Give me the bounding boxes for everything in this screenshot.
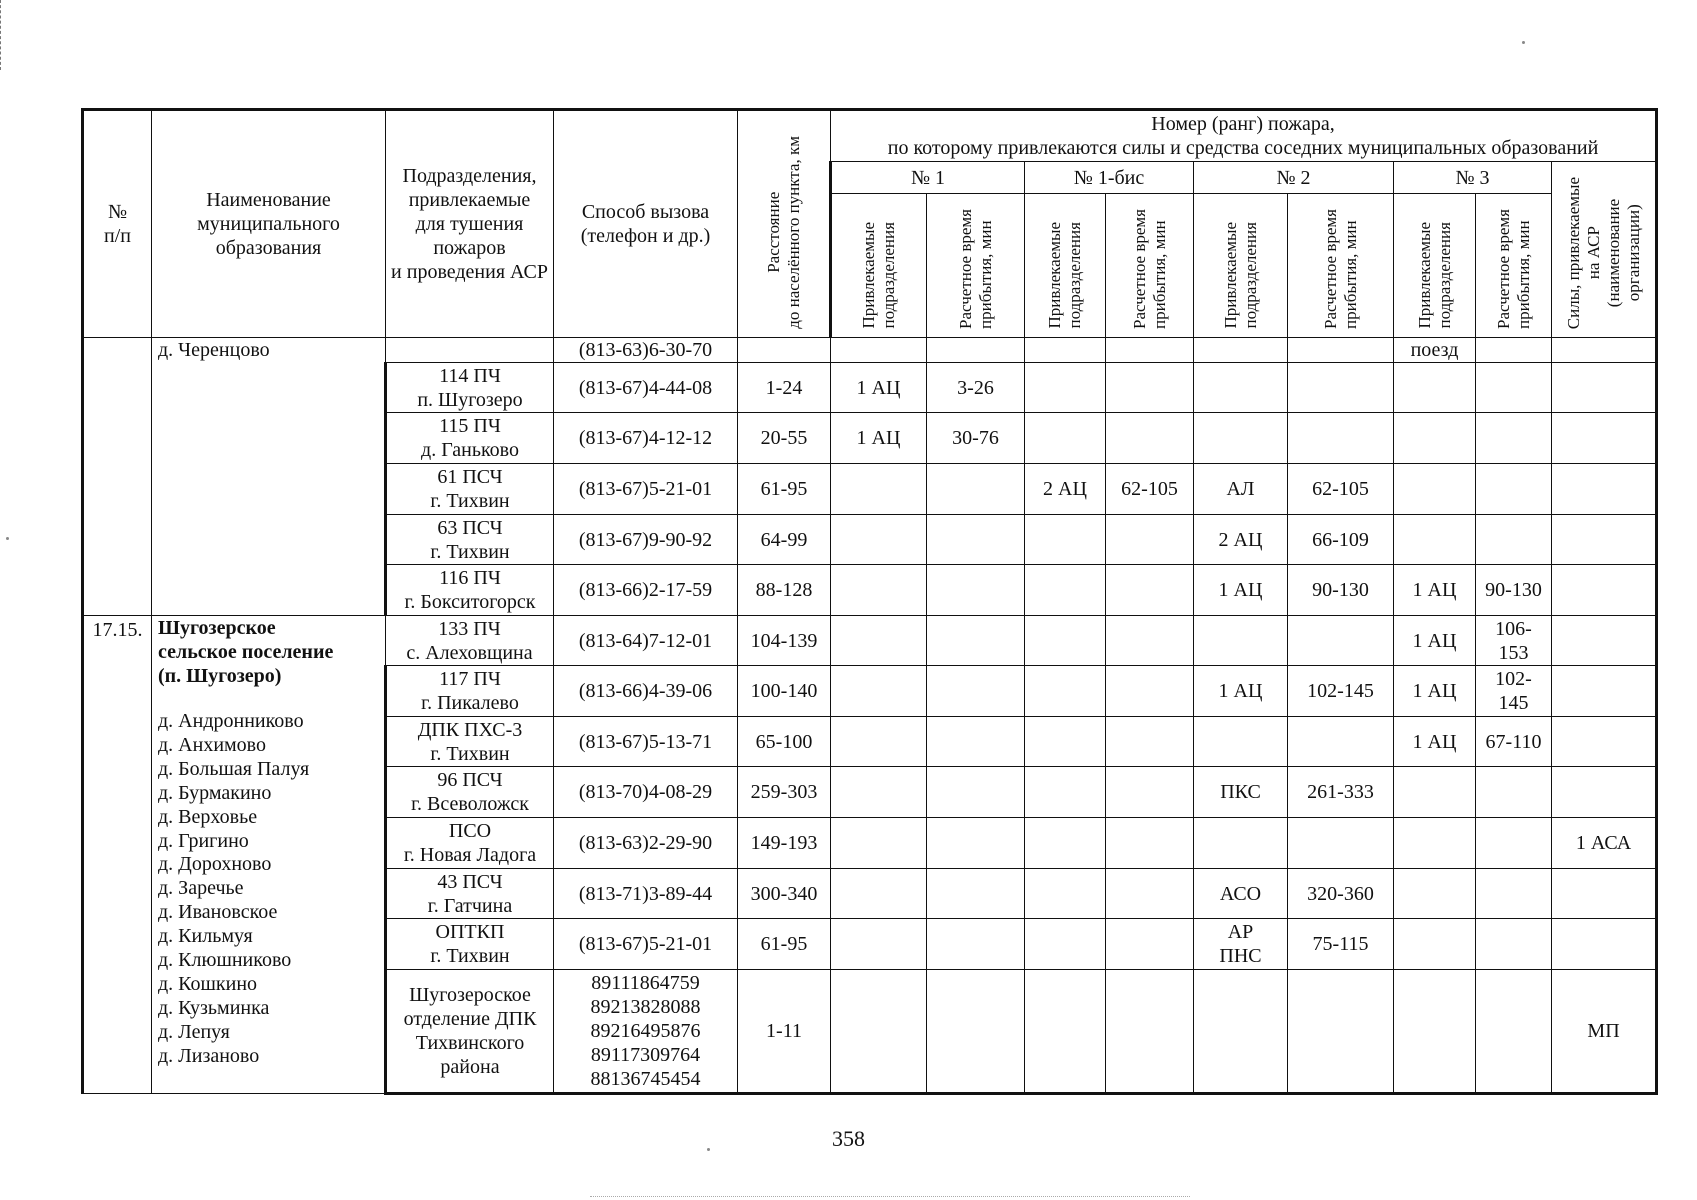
municipality-name: Шугозерское сельское поселение (п. Шугозеро) [158, 617, 334, 687]
rank1-time-cell [927, 616, 1025, 666]
village-name: д. Бурмакино [158, 781, 272, 804]
rank3-time-cell [1476, 515, 1552, 565]
rank3-time-cell: 90-130 [1476, 565, 1552, 616]
asr-cell: 1 АСА [1552, 818, 1657, 869]
rank1bis-units-cell [1025, 717, 1106, 767]
rank2-units-cell: ПКС [1194, 767, 1288, 818]
rank1-time-cell: 3-26 [927, 363, 1025, 413]
rank1bis-time-cell [1106, 666, 1194, 717]
rank2-units-cell: 1 АЦ [1194, 666, 1288, 717]
rank2-time-cell: 102-145 [1288, 666, 1394, 717]
rank1-time-cell [927, 666, 1025, 717]
rank1bis-units-cell [1025, 338, 1106, 363]
rank1-time-cell [927, 565, 1025, 616]
phone-cell: (813-66)2-17-59 [554, 565, 738, 616]
village-name: д. Большая Палуя [158, 757, 310, 780]
header-rank-2: № 2 [1194, 162, 1394, 194]
village-name: д. Григино [158, 829, 249, 852]
asr-cell [1552, 767, 1657, 818]
unit-cell: 133 ПЧ с. Алеховщина [386, 616, 554, 666]
phone-cell: (813-67)9-90-92 [554, 515, 738, 565]
asr-cell [1552, 464, 1657, 515]
header-rank1-time: Расчетное время прибытия, мин [927, 194, 1025, 338]
rank2-units-cell: АР ПНС [1194, 919, 1288, 970]
rank2-time-cell: 66-109 [1288, 515, 1394, 565]
village-name: д. Кильмуя [158, 925, 253, 948]
rank1-units-cell [831, 616, 927, 666]
rank1-time-cell [927, 818, 1025, 869]
rank3-time-cell [1476, 363, 1552, 413]
unit-cell: 63 ПСЧ г. Тихвин [386, 515, 554, 565]
scan-edge-mark [0, 0, 4, 70]
rank1-time-cell [927, 970, 1025, 1094]
rank1bis-time-cell [1106, 970, 1194, 1094]
unit-cell [386, 338, 554, 363]
asr-cell [1552, 413, 1657, 464]
village-name: д. Лепуя [158, 1020, 230, 1043]
header-col-number: № п/п [83, 110, 152, 338]
municipality-cell [152, 338, 386, 616]
rank1bis-time-cell [1106, 363, 1194, 413]
village-name: д. Заречье [158, 877, 244, 900]
asr-cell [1552, 338, 1657, 363]
table-row [83, 338, 1657, 363]
asr-cell [1552, 363, 1657, 413]
distance-cell: 300-340 [738, 869, 831, 919]
rank1-units-cell [831, 818, 927, 869]
row-number: 17.15. [83, 616, 152, 1094]
rank3-units-cell: поезд [1394, 338, 1476, 363]
rank2-units-cell [1194, 970, 1288, 1094]
rank2-time-cell: 320-360 [1288, 869, 1394, 919]
rank1-units-cell [831, 919, 927, 970]
rank2-units-cell [1194, 338, 1288, 363]
rank1bis-time-cell [1106, 767, 1194, 818]
rank2-units-cell [1194, 717, 1288, 767]
rank3-units-cell: 1 АЦ [1394, 666, 1476, 717]
village-name: д. Дорохново [158, 853, 272, 876]
rank1bis-units-cell [1025, 767, 1106, 818]
village-name: д. Ивановское [158, 901, 278, 924]
rank3-units-cell [1394, 413, 1476, 464]
rank1bis-time-cell [1106, 565, 1194, 616]
rank3-units-cell [1394, 818, 1476, 869]
rank1-time-cell [927, 464, 1025, 515]
header-col-asr: Силы, привлекаемые на АСР (наименование организации) [1552, 162, 1657, 338]
rank1-units-cell [831, 464, 927, 515]
asr-cell [1552, 919, 1657, 970]
distance-cell: 259-303 [738, 767, 831, 818]
phone-cell: (813-67)5-21-01 [554, 919, 738, 970]
rank2-time-cell [1288, 616, 1394, 666]
rank1-time-cell [927, 515, 1025, 565]
distance-cell: 104-139 [738, 616, 831, 666]
rank2-time-cell: 261-333 [1288, 767, 1394, 818]
rank1bis-time-cell [1106, 919, 1194, 970]
rank2-units-cell: АЛ [1194, 464, 1288, 515]
phone-cell: (813-63)2-29-90 [554, 818, 738, 869]
rank1bis-units-cell [1025, 818, 1106, 869]
asr-cell [1552, 666, 1657, 717]
rank3-units-cell: 1 АЦ [1394, 565, 1476, 616]
rank2-time-cell [1288, 970, 1394, 1094]
unit-cell: 114 ПЧ п. Шугозеро [386, 363, 554, 413]
rank3-time-cell [1476, 464, 1552, 515]
header-col-municipality: Наименование муниципального образования [152, 110, 386, 338]
rank3-units-cell [1394, 919, 1476, 970]
rank2-units-cell [1194, 616, 1288, 666]
rank1bis-units-cell [1025, 869, 1106, 919]
rank3-units-cell [1394, 869, 1476, 919]
rank1bis-units-cell [1025, 515, 1106, 565]
header-col-units: Подразделения, привлекаемые для тушения пожаров и проведения АСР [386, 110, 554, 338]
fire-forces-table [81, 108, 1658, 1095]
unit-cell: ПСО г. Новая Ладога [386, 818, 554, 869]
phone-cell: (813-67)4-12-12 [554, 413, 738, 464]
rank3-time-cell: 102- 145 [1476, 666, 1552, 717]
asr-cell [1552, 869, 1657, 919]
rank1-units-cell [831, 666, 927, 717]
rank1-units-cell [831, 717, 927, 767]
table-row [83, 616, 1657, 666]
unit-cell: 96 ПСЧ г. Всеволожск [386, 767, 554, 818]
rank1bis-units-cell [1025, 413, 1106, 464]
rank1-time-cell [927, 767, 1025, 818]
header-rank3-time: Расчетное время прибытия, мин [1476, 194, 1552, 338]
header-rank2-units: Привлекаемые подразделения [1194, 194, 1288, 338]
rank2-time-cell: 90-130 [1288, 565, 1394, 616]
header-rank3-units: Привлекаемые подразделения [1394, 194, 1476, 338]
rank1bis-time-cell [1106, 717, 1194, 767]
rank3-units-cell [1394, 515, 1476, 565]
header-rank1bis-units: Привлекаемые подразделения [1025, 194, 1106, 338]
rank1-time-cell [927, 717, 1025, 767]
asr-cell [1552, 515, 1657, 565]
rank1-units-cell [831, 970, 927, 1094]
rank3-units-cell: 1 АЦ [1394, 717, 1476, 767]
rank2-units-cell: АСО [1194, 869, 1288, 919]
rank2-time-cell [1288, 413, 1394, 464]
rank1-units-cell [831, 515, 927, 565]
rank1-units-cell [831, 338, 927, 363]
village-name: д. Андронниково [158, 710, 304, 732]
village-name: д. Кузьминка [158, 996, 270, 1019]
rank3-time-cell [1476, 338, 1552, 363]
scan-line [590, 1196, 1190, 1197]
distance-cell: 61-95 [738, 464, 831, 515]
phone-cell: (813-66)4-39-06 [554, 666, 738, 717]
rank1bis-time-cell [1106, 818, 1194, 869]
rank3-time-cell [1476, 767, 1552, 818]
phone-cell: (813-67)5-13-71 [554, 717, 738, 767]
rank3-time-cell [1476, 818, 1552, 869]
asr-cell [1552, 717, 1657, 767]
distance-cell: 100-140 [738, 666, 831, 717]
rank2-time-cell: 75-115 [1288, 919, 1394, 970]
rank1bis-units-cell [1025, 970, 1106, 1094]
asr-cell: МП [1552, 970, 1657, 1094]
phone-cell: (813-67)4-44-08 [554, 363, 738, 413]
village-name: д. Верховье [158, 805, 258, 828]
rank2-units-cell [1194, 363, 1288, 413]
rank2-units-cell: 1 АЦ [1194, 565, 1288, 616]
rank1bis-units-cell [1025, 616, 1106, 666]
rank2-time-cell: 62-105 [1288, 464, 1394, 515]
phone-cell: (813-71)3-89-44 [554, 869, 738, 919]
unit-cell: ОПТКП г. Тихвин [386, 919, 554, 970]
rank1-units-cell [831, 565, 927, 616]
page-number: 358 [832, 1126, 865, 1151]
rank2-time-cell [1288, 717, 1394, 767]
asr-cell [1552, 616, 1657, 666]
rank3-time-cell: 67-110 [1476, 717, 1552, 767]
scan-speck [1522, 41, 1525, 44]
distance-cell: 65-100 [738, 717, 831, 767]
header-rank-title: Номер (ранг) пожара, по которому привлекаются силы и средства соседних муниципальных образований [831, 110, 1657, 162]
rank2-units-cell [1194, 413, 1288, 464]
rank1bis-units-cell [1025, 363, 1106, 413]
asr-cell [1552, 565, 1657, 616]
rank1-time-cell [927, 869, 1025, 919]
scan-speck [6, 537, 9, 540]
distance-cell: 1-24 [738, 363, 831, 413]
rank1bis-time-cell [1106, 338, 1194, 363]
distance-cell: 88-128 [738, 565, 831, 616]
scan-speck [707, 1148, 710, 1151]
unit-cell: Шугозероское отделение ДПК Тихвинского района [386, 970, 554, 1094]
rank2-time-cell [1288, 338, 1394, 363]
rank2-units-cell [1194, 818, 1288, 869]
rank3-time-cell [1476, 413, 1552, 464]
header-rank-1: № 1 [831, 162, 1025, 194]
header-rank-3: № 3 [1394, 162, 1552, 194]
rank3-units-cell [1394, 767, 1476, 818]
unit-cell: 117 ПЧ г. Пикалево [386, 666, 554, 717]
village-name: д. Лизаново [158, 1044, 260, 1067]
rank1-units-cell: 1 АЦ [831, 413, 927, 464]
rank1bis-units-cell [1025, 565, 1106, 616]
unit-cell: 61 ПСЧ г. Тихвин [386, 464, 554, 515]
phone-cell: (813-67)5-21-01 [554, 464, 738, 515]
rank2-units-cell: 2 АЦ [1194, 515, 1288, 565]
rank1bis-time-cell [1106, 515, 1194, 565]
village-name: д. Анхимово [158, 733, 266, 756]
distance-cell [738, 338, 831, 363]
phone-cell: 89111864759 89213828088 89216495876 89117309764 88136745454 [554, 970, 738, 1094]
header-col-call-method: Способ вызова (телефон и др.) [554, 110, 738, 338]
village-name: д. Кошкино [158, 972, 258, 995]
rank3-units-cell [1394, 464, 1476, 515]
rank3-time-cell [1476, 869, 1552, 919]
rank1bis-time-cell [1106, 869, 1194, 919]
distance-cell: 20-55 [738, 413, 831, 464]
distance-cell: 64-99 [738, 515, 831, 565]
phone-cell: (813-70)4-08-29 [554, 767, 738, 818]
rank1-time-cell [927, 338, 1025, 363]
rank1bis-time-cell [1106, 413, 1194, 464]
header-col-distance: Расстояние до населённого пункта, км [738, 110, 831, 338]
rank1-units-cell [831, 767, 927, 818]
distance-cell: 149-193 [738, 818, 831, 869]
municipality-cell [152, 616, 386, 1094]
rank1bis-units-cell [1025, 666, 1106, 717]
rank3-units-cell [1394, 363, 1476, 413]
rank1bis-time-cell: 62-105 [1106, 464, 1194, 515]
rank3-time-cell [1476, 970, 1552, 1094]
village-name: д. Черенцово [158, 339, 270, 361]
rank3-time-cell [1476, 919, 1552, 970]
rank3-time-cell: 106- 153 [1476, 616, 1552, 666]
village-list [158, 710, 382, 1069]
rank2-time-cell [1288, 818, 1394, 869]
rank1bis-time-cell [1106, 616, 1194, 666]
unit-cell: ДПК ПХС-3 г. Тихвин [386, 717, 554, 767]
unit-cell: 43 ПСЧ г. Гатчина [386, 869, 554, 919]
distance-cell: 1-11 [738, 970, 831, 1094]
rank3-units-cell [1394, 970, 1476, 1094]
rank1-units-cell: 1 АЦ [831, 363, 927, 413]
rank1bis-units-cell: 2 АЦ [1025, 464, 1106, 515]
distance-cell: 61-95 [738, 919, 831, 970]
header-rank-1bis: № 1-бис [1025, 162, 1194, 194]
rank1-units-cell [831, 869, 927, 919]
rank1-time-cell: 30-76 [927, 413, 1025, 464]
unit-cell: 115 ПЧ д. Ганьково [386, 413, 554, 464]
unit-cell: 116 ПЧ г. Бокситогорск [386, 565, 554, 616]
rank2-time-cell [1288, 363, 1394, 413]
village-name: д. Клюшниково [158, 949, 292, 972]
header-rank1-units: Привлекаемые подразделения [831, 194, 927, 338]
header-rank2-time: Расчетное время прибытия, мин [1288, 194, 1394, 338]
rank3-units-cell: 1 АЦ [1394, 616, 1476, 666]
phone-cell: (813-63)6-30-70 [554, 338, 738, 363]
rank1bis-units-cell [1025, 919, 1106, 970]
header-rank1bis-time: Расчетное время прибытия, мин [1106, 194, 1194, 338]
phone-cell: (813-64)7-12-01 [554, 616, 738, 666]
rank1-time-cell [927, 919, 1025, 970]
row-number-cell [83, 338, 152, 616]
